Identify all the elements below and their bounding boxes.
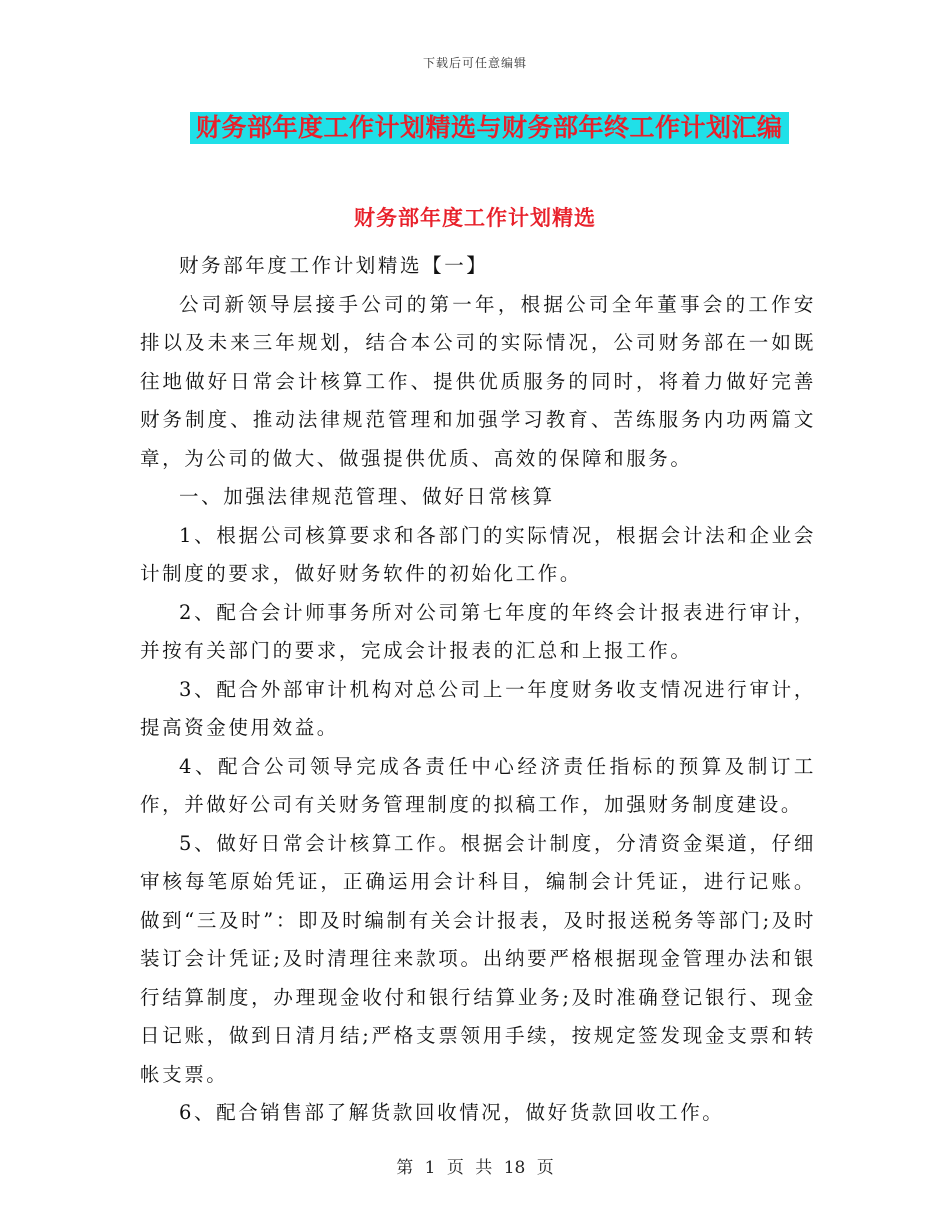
paragraph-item-4: 4、配合公司领导完成各责任中心经济责任指标的预算及制订工作，并做好公司有关财务管理制度的拟稿工作，加强财务制度建设。 (140, 754, 816, 816)
paragraph-item-2: 2、配合会计师事务所对公司第七年度的年终会计报表进行审计，并按有关部门的要求，完成会计报表的汇总和上报工作。 (140, 600, 816, 662)
paragraph-intro: 公司新领导层接手公司的第一年，根据公司全年董事会的工作安排以及未来三年规划，结合本公司的实际情况，公司财务部在一如既往地做好日常会计核算工作、提供优质服务的同时，将着力做好完善财务制度、推动法律规范管理和加强学习教育、苦练服务内功两篇文章，为公司的做大、做强提供优质、高效的保障和服务。 (140, 292, 816, 470)
paragraph-item-5: 5、做好日常会计核算工作。根据会计制度，分清资金渠道，仔细审核每笔原始凭证，正确运用会计科目，编制会计凭证，进行记账。做到“三及时”：即及时编制有关会计报表，及时报送税务等部门;及时装订会计凭证;及时清理往来款项。出纳要严格根据现金管理办法和银行结算制度，办理现金收付和银行结算业务;及时准确登记银行、现金日记账，做到日清月结;严格支票领用手续，按规定签发现金支票和转帐支票。 (140, 831, 816, 1086)
paragraph-item-3: 3、配合外部审计机构对总公司上一年度财务收支情况进行审计，提高资金使用效益。 (140, 677, 816, 739)
page-indicator: 第 1 页 共 18 页 (396, 1158, 554, 1178)
paragraph-subtitle: 财务部年度工作计划精选【一】 (179, 254, 489, 277)
section-title: 财务部年度工作计划精选 (354, 206, 596, 230)
document-main-title: 财务部年度工作计划精选与财务部年终工作计划汇编 (190, 112, 789, 144)
paragraph-heading-1: 一、加强法律规范管理、做好日常核算 (179, 485, 555, 508)
document-body (140, 247, 816, 1133)
paragraph-item-1: 1、根据公司核算要求和各部门的实际情况，根据会计法和企业会计制度的要求，做好财务软件的初始化工作。 (140, 523, 816, 585)
paragraph-item-6: 6、配合销售部了解货款回收情况，做好货款回收工作。 (179, 1101, 725, 1124)
header-note: 下载后可任意编辑 (422, 56, 527, 70)
